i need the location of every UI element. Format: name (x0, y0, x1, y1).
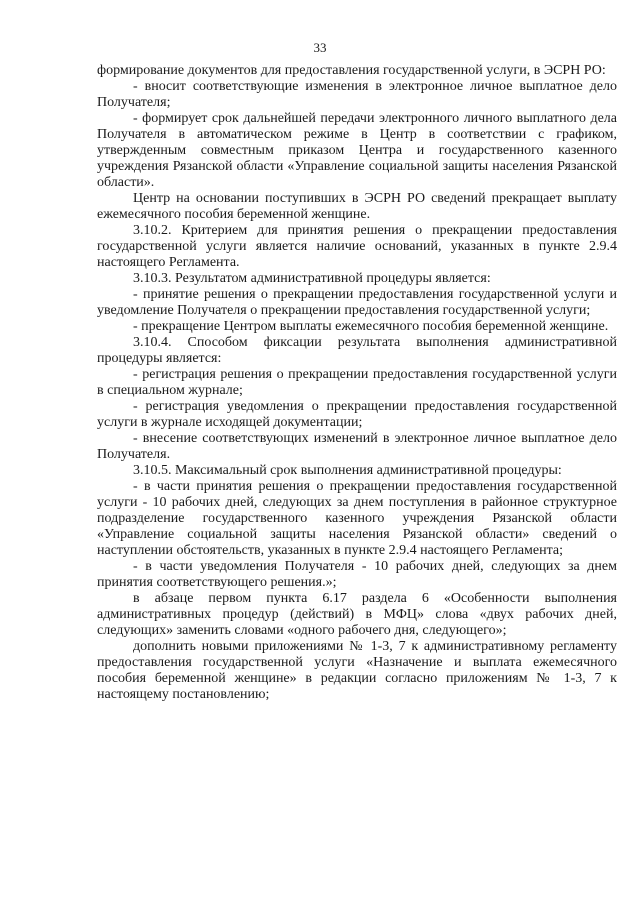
paragraph-6: 3.10.3. Результатом административной процедуры является: (133, 271, 491, 286)
paragraph-14: - в части принятия решения о прекращении предоставления государственной услуги - 10 рабочих дней, следующих за днем поступления в районное структурное подразделение государственного казенного учреждения Рязанской области «Управление социальной защиты населения Рязанской области» сведений о наступлении обстоятельств, указанных в пункте 2.9.4 настоящего Регламента; (97, 479, 617, 558)
paragraph-17: дополнить новыми приложениями № 1-3, 7 к административному регламенту предоставления государственной услуги «Назначение и выплата ежемесячного пособия беременной женщине» в редакции согласно приложениям № 1-3, 7 к настоящему постановлению; (97, 639, 617, 702)
paragraph-3: - формирует срок дальнейшей передачи электронного личного выплатного дела Получателя в автоматическом режиме в Центр в соответствии с графиком, утвержденным совместным приказом Центра и государственного казенного учреждения Рязанской области «Управление социальной защиты населения Рязанской области». (97, 111, 617, 190)
paragraph-7: - принятие решения о прекращении предоставления государственной услуги и уведомление Получателя о прекращении предоставления государственной услуги; (97, 287, 617, 318)
paragraph-11: - регистрация уведомления о прекращении предоставления государственной услуги в журнале исходящей документации; (97, 399, 617, 430)
page-number: 33 (313, 40, 327, 55)
paragraph-15: - в части уведомления Получателя - 10 рабочих дней, следующих за днем принятия соответствующего решения.»; (97, 559, 617, 590)
paragraph-12: - внесение соответствующих изменений в электронное личное выплатное дело Получателя. (97, 431, 617, 462)
paragraph-1: формирование документов для предоставления государственной услуги, в ЭСРН РО: (97, 63, 606, 78)
paragraph-16: в абзаце первом пункта 6.17 раздела 6 «Особенности выполнения административных процедур (действий) в МФЦ» слова «двух рабочих дней, следующих» заменить словами «одного рабочего дня, следующего»; (97, 591, 617, 638)
paragraph-9: 3.10.4. Способом фиксации результата выполнения административной процедуры является: (97, 335, 617, 366)
document-body (97, 63, 617, 703)
paragraph-10: - регистрация решения о прекращении предоставления государственной услуги в специальном журнале; (97, 367, 617, 398)
paragraph-5: 3.10.2. Критерием для принятия решения о прекращении предоставления государственной услуги является наличие оснований, указанных в пункте 2.9.4 настоящего Регламента. (97, 223, 617, 270)
paragraph-13: 3.10.5. Максимальный срок выполнения административной процедуры: (133, 463, 562, 478)
paragraph-8: - прекращение Центром выплаты ежемесячного пособия беременной женщине. (133, 319, 609, 334)
paragraph-2: - вносит соответствующие изменения в электронное личное выплатное дело Получателя; (97, 79, 617, 110)
paragraph-4: Центр на основании поступивших в ЭСРН РО сведений прекращает выплату ежемесячного пособия беременной женщине. (97, 191, 617, 222)
